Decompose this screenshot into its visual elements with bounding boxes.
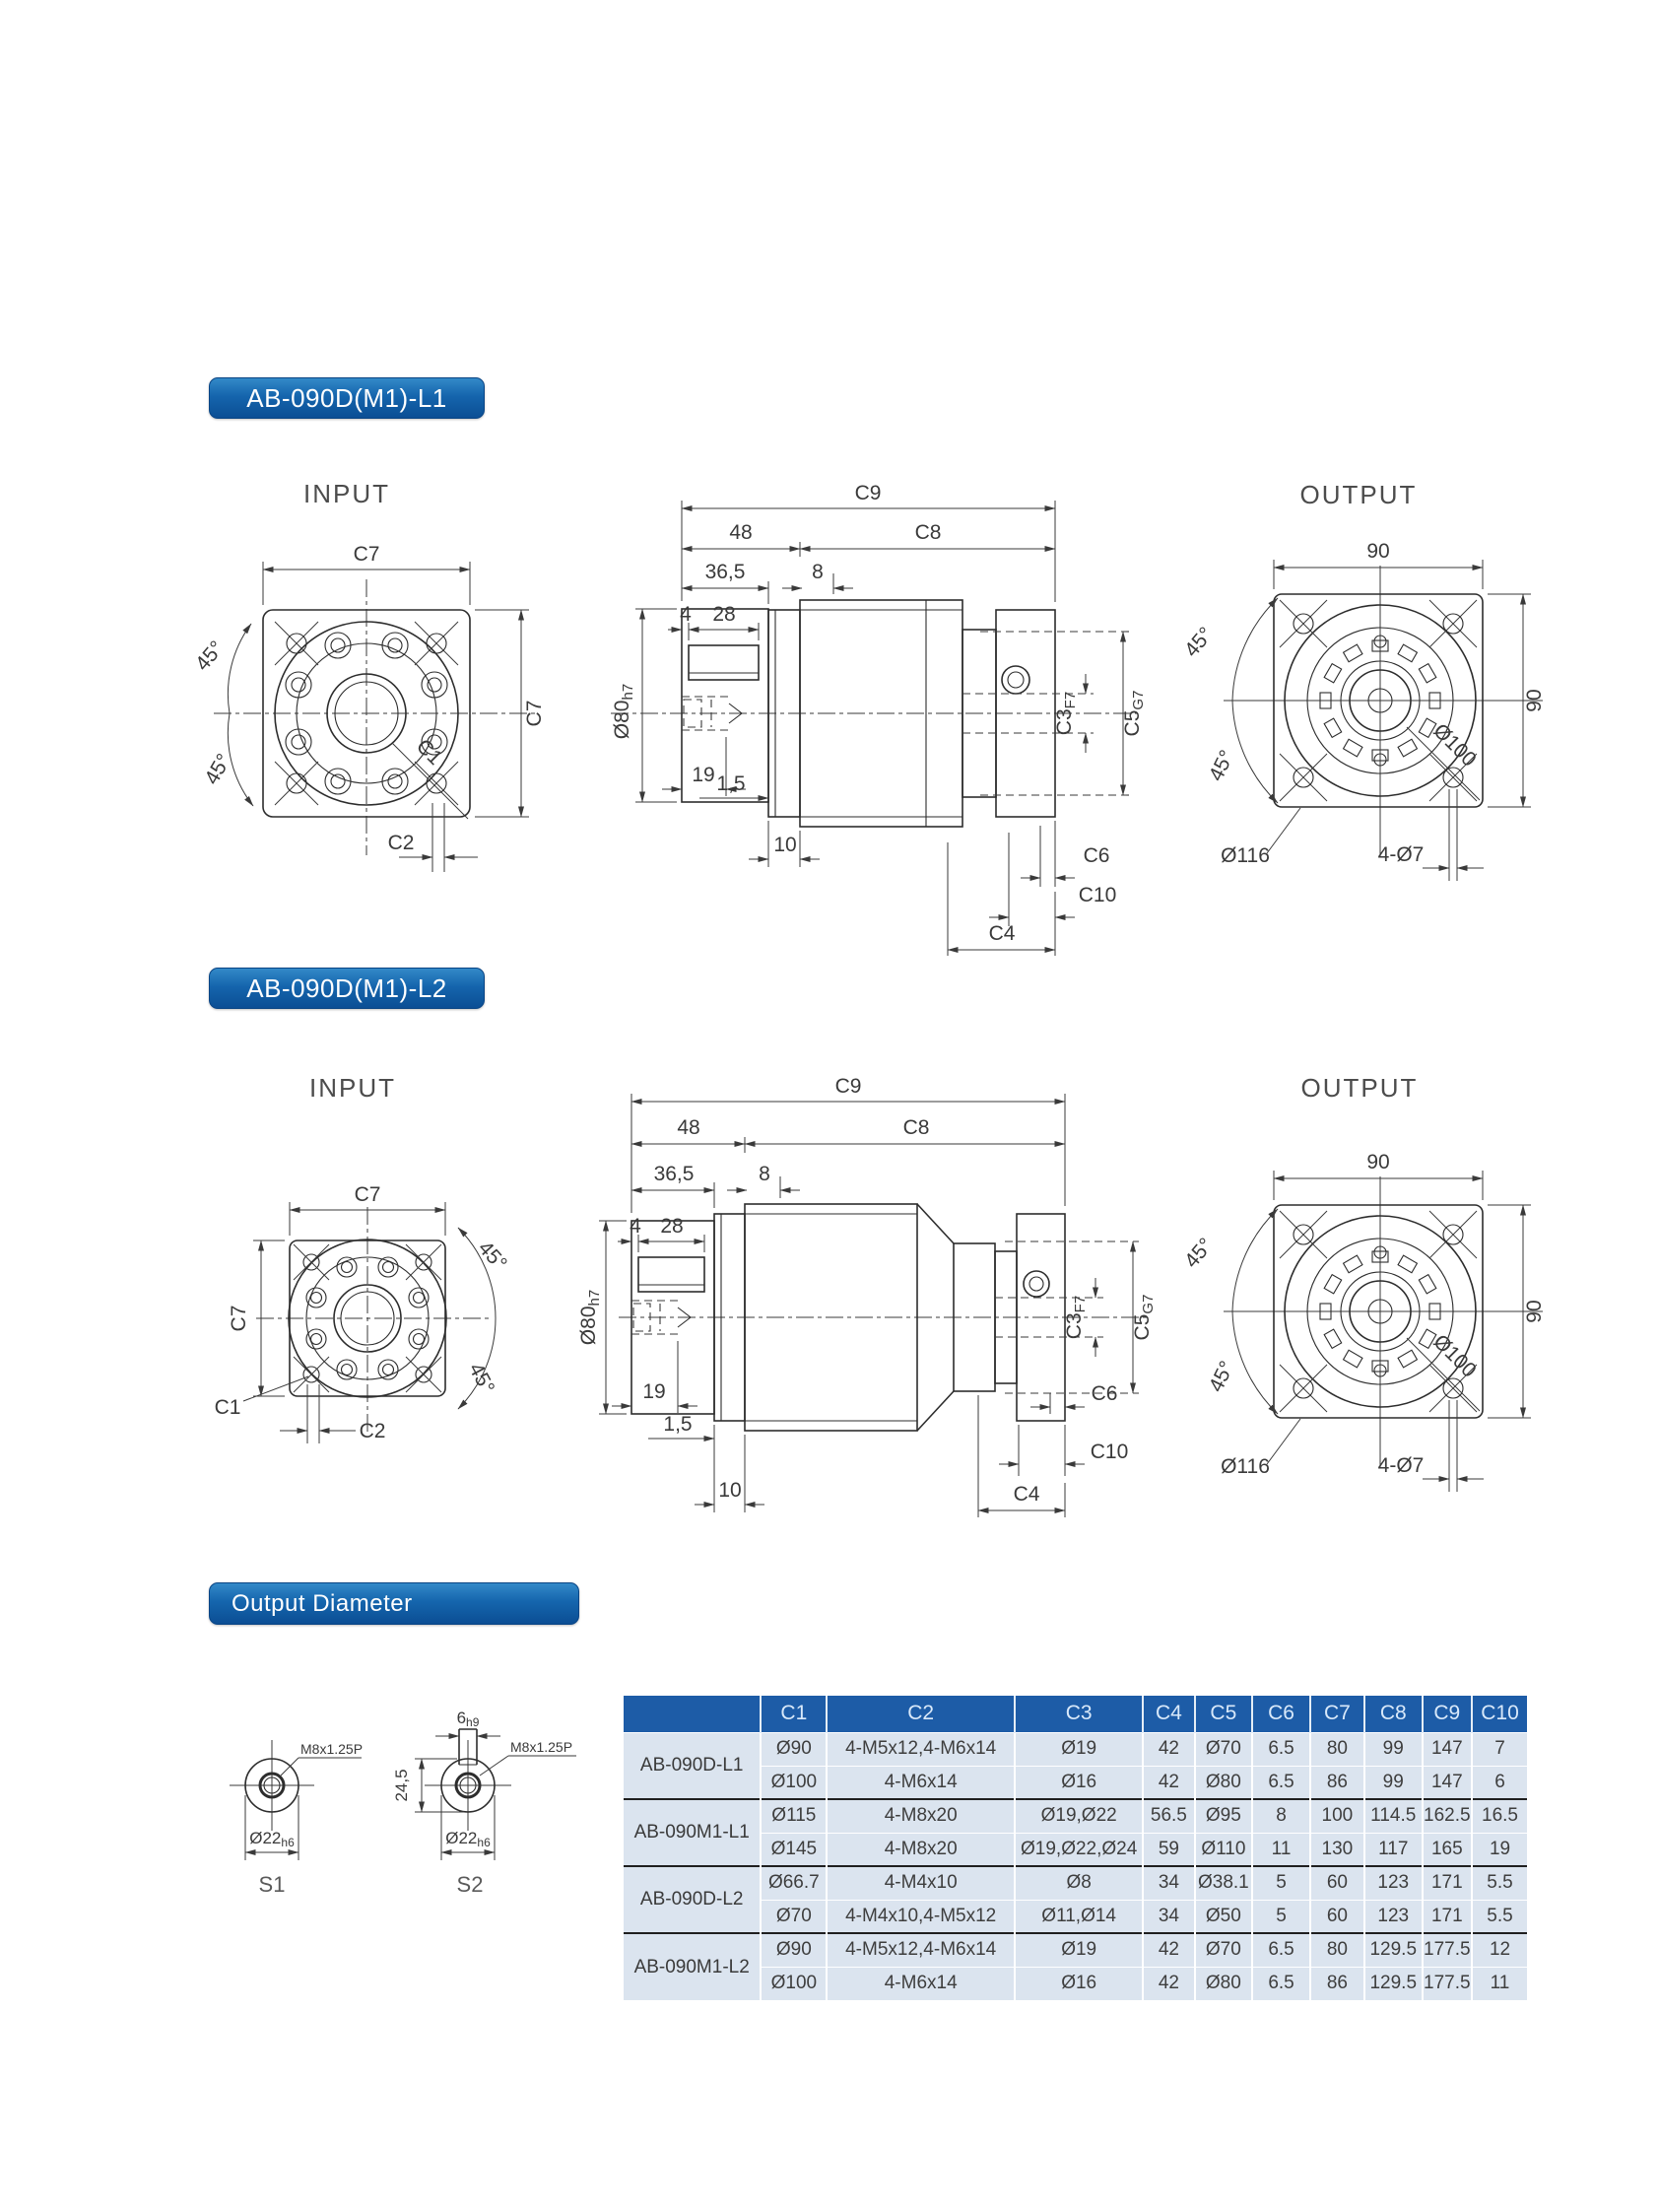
dim-28-label: 28	[712, 603, 736, 626]
model-badge-l1: AB-090D(M1)-L1	[209, 377, 485, 419]
dim-c6-label: C6	[1091, 1382, 1118, 1405]
l2-output-drawing	[1182, 1074, 1659, 1517]
l1-output-dim-4d7	[1378, 789, 1484, 881]
s2-thread-callout	[480, 1739, 576, 1776]
l2-input-title: INPUT	[309, 1073, 396, 1103]
table-corner-cell	[624, 1696, 761, 1732]
dim-45-lower-label: 45°	[200, 750, 236, 789]
dim-15-label: 1,5	[663, 1413, 693, 1436]
table-cell: 5	[1252, 1900, 1310, 1933]
table-cell: 99	[1364, 1766, 1423, 1799]
l2-output-dim-90-top	[1274, 1151, 1483, 1200]
table-cell: Ø11,Ø14	[1015, 1900, 1143, 1933]
dim-c1-label: C1	[214, 1396, 241, 1419]
table-cell: Ø19,Ø22,Ø24	[1015, 1833, 1143, 1866]
l2-side-dim-c5	[1131, 1241, 1157, 1393]
table-cell: 7	[1472, 1732, 1527, 1766]
dim-45-lower-label: 45°	[464, 1359, 499, 1398]
col-header-c5: C5	[1195, 1696, 1253, 1732]
table-cell: 4-M4x10,4-M5x12	[827, 1900, 1015, 1933]
l2-output-dim-4d7	[1378, 1400, 1484, 1492]
table-cell: 8	[1252, 1799, 1310, 1833]
l2-side-drawing	[577, 1074, 1166, 1542]
l2-output-title: OUTPUT	[1300, 1073, 1419, 1103]
table-cell: Ø90	[761, 1732, 827, 1766]
l1-side-drawing	[581, 463, 1153, 975]
dim-dia116-label: Ø116	[1221, 1455, 1270, 1478]
dim-90-top-label: 90	[1366, 540, 1390, 563]
s1-thread-label: M8x1.25P	[300, 1741, 364, 1757]
table-cell: Ø80	[1195, 1766, 1253, 1799]
l1-output-title: OUTPUT	[1299, 480, 1418, 509]
table-cell: 42	[1143, 1732, 1194, 1766]
table-cell: 42	[1143, 1967, 1194, 2000]
dim-c7-top-label: C7	[353, 543, 380, 566]
l2-side-dim-c10	[999, 1425, 1128, 1476]
s2-shaft-outline	[425, 1729, 511, 1831]
model-cell: AB-090M1-L2	[624, 1933, 761, 2000]
col-header-c6: C6	[1252, 1696, 1310, 1732]
l1-output-dim-90-top	[1274, 540, 1483, 589]
table-cell: 177.5	[1423, 1933, 1472, 1967]
table-cell: 86	[1310, 1967, 1364, 2000]
dim-c2-label: C2	[387, 832, 415, 854]
table-cell: 6.5	[1252, 1933, 1310, 1967]
s2-dia-label: Ø22h6	[445, 1829, 491, 1849]
dim-45-upper-label: 45°	[1180, 623, 1219, 662]
table-cell: Ø16	[1015, 1967, 1143, 2000]
table-cell: 117	[1364, 1833, 1423, 1866]
table-cell: Ø95	[1195, 1799, 1253, 1833]
s1-dia-label: Ø22h6	[249, 1829, 295, 1849]
dim-8-label: 8	[812, 561, 824, 583]
model-cell: AB-090M1-L1	[624, 1799, 761, 1866]
l2-input-dim-c7-top	[290, 1183, 445, 1236]
dim-c8-label: C8	[902, 1116, 930, 1139]
table-cell: 171	[1423, 1900, 1472, 1933]
dim-dia116-label: Ø116	[1221, 844, 1270, 867]
dim-c9-label: C9	[854, 482, 882, 504]
l2-input-drawing	[163, 1044, 547, 1473]
table-cell: 5	[1252, 1866, 1310, 1900]
table-cell: Ø115	[761, 1799, 827, 1833]
l1-input-centerlines	[214, 579, 535, 855]
table-cell: Ø110	[1195, 1833, 1253, 1866]
table-cell: 147	[1423, 1732, 1472, 1766]
table-cell: 4-M5x12,4-M6x14	[827, 1933, 1015, 1967]
table-cell: 162.5	[1423, 1799, 1472, 1833]
col-header-c7: C7	[1310, 1696, 1364, 1732]
col-header-c8: C8	[1364, 1696, 1423, 1732]
s2-shaft-drawing	[379, 1709, 606, 1921]
dim-c8-label: C8	[914, 521, 942, 544]
l1-input-title: INPUT	[303, 479, 390, 508]
dim-c7-left-label: C7	[228, 1305, 250, 1332]
table-cell: 4-M6x14	[827, 1766, 1015, 1799]
dim-45-upper-label: 45°	[1180, 1234, 1219, 1273]
dim-c3-label: C3F7	[1053, 691, 1079, 736]
dim-dia100-label: Ø100	[1428, 1330, 1481, 1382]
col-header-c3: C3	[1015, 1696, 1143, 1732]
l2-side-dim-15	[648, 1413, 714, 1439]
table-row	[624, 1866, 1527, 1900]
col-header-c9: C9	[1423, 1696, 1472, 1732]
l1-side-dim-365-8	[682, 561, 853, 604]
dim-15-label: 1,5	[716, 772, 746, 795]
dim-c2-label: C2	[359, 1420, 386, 1442]
dim-4-label: 4	[680, 603, 692, 626]
dim-c6-label: C6	[1083, 844, 1110, 867]
l1-output-dim-dia116	[1221, 808, 1300, 867]
table-row	[624, 1799, 1527, 1833]
l1-input-drawing	[153, 463, 566, 892]
dim-45-upper-label: 45°	[473, 1237, 512, 1276]
s2-dim-key	[435, 1709, 500, 1736]
dim-c5-label: C5G7	[1131, 1294, 1157, 1341]
table-cell: 80	[1310, 1732, 1364, 1766]
table-cell: 4-M4x10	[827, 1866, 1015, 1900]
output-diameter-badge: Output Diameter	[209, 1582, 579, 1625]
table-cell: 99	[1364, 1732, 1423, 1766]
dim-90-top-label: 90	[1366, 1151, 1390, 1173]
dim-10-label: 10	[773, 834, 797, 856]
table-cell: 34	[1143, 1900, 1194, 1933]
table-cell: Ø70	[1195, 1732, 1253, 1766]
table-cell: 147	[1423, 1766, 1472, 1799]
l1-input-angle-dims	[191, 624, 253, 806]
col-header-c4: C4	[1143, 1696, 1194, 1732]
table-cell: 34	[1143, 1866, 1194, 1900]
dim-c10-label: C10	[1090, 1441, 1129, 1463]
s2-depth-label: 24,5	[392, 1769, 411, 1802]
table-cell: 59	[1143, 1833, 1194, 1866]
dim-45-lower-label: 45°	[1204, 1357, 1239, 1396]
table-cell: 56.5	[1143, 1799, 1194, 1833]
table-cell: 60	[1310, 1866, 1364, 1900]
table-cell: 123	[1364, 1866, 1423, 1900]
table-cell: Ø80	[1195, 1967, 1253, 2000]
table-cell: Ø19	[1015, 1933, 1143, 1967]
s1-label: S1	[258, 1872, 286, 1897]
l2-output-centerlines	[1224, 1176, 1543, 1468]
dim-19-label: 19	[692, 764, 715, 786]
col-header-c10: C10	[1472, 1696, 1527, 1732]
dim-19-label: 19	[642, 1380, 666, 1403]
dim-c3-label: C3F7	[1063, 1295, 1089, 1340]
dim-45-upper-label: 45°	[191, 637, 230, 676]
dim-4d7-label: 4-Ø7	[1377, 1454, 1425, 1477]
l1-side-dim-dia80	[611, 609, 677, 802]
l2-side-dim-c6	[1030, 1382, 1117, 1414]
l1-side-dim-c6	[1021, 821, 1109, 887]
l2-side-dim-19	[612, 1341, 697, 1413]
table-cell: 5.5	[1472, 1866, 1527, 1900]
table-cell: 129.5	[1364, 1967, 1423, 2000]
dim-c9-label: C9	[834, 1075, 862, 1098]
table-cell: 12	[1472, 1933, 1527, 1967]
dim-c4-label: C4	[1013, 1483, 1040, 1506]
table-cell: 4-M5x12,4-M6x14	[827, 1732, 1015, 1766]
dim-10-label: 10	[718, 1479, 742, 1502]
table-cell: 11	[1252, 1833, 1310, 1866]
table-cell: 177.5	[1423, 1967, 1472, 2000]
table-cell: Ø70	[1195, 1933, 1253, 1967]
spec-table	[624, 1696, 1527, 2000]
table-cell: 123	[1364, 1900, 1423, 1933]
dim-48-label: 48	[729, 521, 753, 544]
l1-side-dim-c5	[1121, 632, 1147, 795]
table-cell: Ø8	[1015, 1866, 1143, 1900]
model-cell: AB-090D-L2	[624, 1866, 761, 1933]
dim-c7-top-label: C7	[354, 1183, 381, 1206]
table-cell: 114.5	[1364, 1799, 1423, 1833]
table-cell: Ø90	[761, 1933, 827, 1967]
l2-side-dim-365-8	[631, 1163, 800, 1208]
model-badge-l2: AB-090D(M1)-L2	[209, 968, 485, 1009]
dim-8-label: 8	[759, 1163, 770, 1185]
table-header-row	[624, 1696, 1527, 1732]
table-row	[624, 1732, 1527, 1766]
dim-4d7-label: 4-Ø7	[1377, 843, 1425, 866]
table-cell: 4-M8x20	[827, 1799, 1015, 1833]
table-cell: Ø19	[1015, 1732, 1143, 1766]
l2-side-dim-c4	[978, 1395, 1065, 1517]
dim-c1-label: C1	[411, 734, 447, 771]
table-cell: Ø16	[1015, 1766, 1143, 1799]
l1-input-dim-c2	[388, 803, 478, 872]
l1-side-dim-c4	[948, 842, 1055, 956]
table-cell: 11	[1472, 1967, 1527, 2000]
l2-output-dim-dia116	[1221, 1419, 1300, 1478]
table-cell: Ø50	[1195, 1900, 1253, 1933]
dim-c10-label: C10	[1078, 884, 1117, 906]
dim-45-lower-label: 45°	[1204, 746, 1239, 785]
table-cell: 19	[1472, 1833, 1527, 1866]
table-cell: 16.5	[1472, 1799, 1527, 1833]
table-cell: 171	[1423, 1866, 1472, 1900]
table-cell: 6	[1472, 1766, 1527, 1799]
col-header-c1: C1	[761, 1696, 827, 1732]
l1-output-centerlines	[1224, 566, 1543, 857]
table-cell: 4-M6x14	[827, 1967, 1015, 2000]
l1-output-drawing	[1182, 463, 1659, 906]
table-cell: 129.5	[1364, 1933, 1423, 1967]
l1-side-dim-48-c8	[682, 521, 1055, 557]
s2-key-label: 6h9	[456, 1709, 480, 1729]
spec-table-container	[624, 1696, 1527, 2000]
dim-c4-label: C4	[988, 922, 1016, 945]
dim-90-right-label: 90	[1523, 1300, 1546, 1323]
table-cell: 6.5	[1252, 1967, 1310, 2000]
table-cell: 60	[1310, 1900, 1364, 1933]
dim-c5-label: C5G7	[1121, 690, 1147, 737]
table-cell: 42	[1143, 1766, 1194, 1799]
table-cell: 100	[1310, 1799, 1364, 1833]
dim-dia80-label: Ø80h7	[611, 683, 636, 740]
dim-90-right-label: 90	[1523, 689, 1546, 712]
table-cell: 165	[1423, 1833, 1472, 1866]
table-row	[624, 1933, 1527, 1967]
l2-side-dim-48-c8	[631, 1116, 1065, 1153]
dim-365-label: 36,5	[704, 561, 746, 583]
table-cell: 42	[1143, 1933, 1194, 1967]
l2-input-dim-c2	[280, 1384, 385, 1443]
dim-dia80-label: Ø80h7	[577, 1289, 603, 1346]
col-header-c2: C2	[827, 1696, 1015, 1732]
s2-label: S2	[456, 1872, 484, 1897]
dim-c7-right-label: C7	[523, 700, 546, 727]
table-cell: Ø66.7	[761, 1866, 827, 1900]
dim-4-label: 4	[630, 1215, 641, 1238]
table-cell: 6.5	[1252, 1732, 1310, 1766]
dim-48-label: 48	[677, 1116, 700, 1139]
s2-thread-label: M8x1.25P	[510, 1739, 573, 1755]
table-cell: Ø100	[761, 1766, 827, 1799]
s1-shaft-drawing	[212, 1714, 369, 1916]
l2-side-dim-c3	[1063, 1278, 1095, 1357]
dim-28-label: 28	[660, 1215, 684, 1238]
table-cell: 80	[1310, 1933, 1364, 1967]
l1-side-dim-c3	[1053, 674, 1086, 753]
l1-side-dim-10	[749, 821, 820, 867]
table-cell: Ø70	[761, 1900, 827, 1933]
table-cell: 6.5	[1252, 1766, 1310, 1799]
dim-dia100-label: Ø100	[1428, 719, 1481, 771]
dim-365-label: 36,5	[653, 1163, 695, 1185]
table-cell: Ø19,Ø22	[1015, 1799, 1143, 1833]
model-cell: AB-090D-L1	[624, 1732, 761, 1799]
table-cell: 86	[1310, 1766, 1364, 1799]
table-cell: Ø145	[761, 1833, 827, 1866]
table-cell: 4-M8x20	[827, 1833, 1015, 1866]
table-cell: Ø38.1	[1195, 1866, 1253, 1900]
table-cell: Ø100	[761, 1967, 827, 2000]
table-cell: 130	[1310, 1833, 1364, 1866]
l2-side-dim-10	[695, 1425, 764, 1512]
table-cell: 5.5	[1472, 1900, 1527, 1933]
